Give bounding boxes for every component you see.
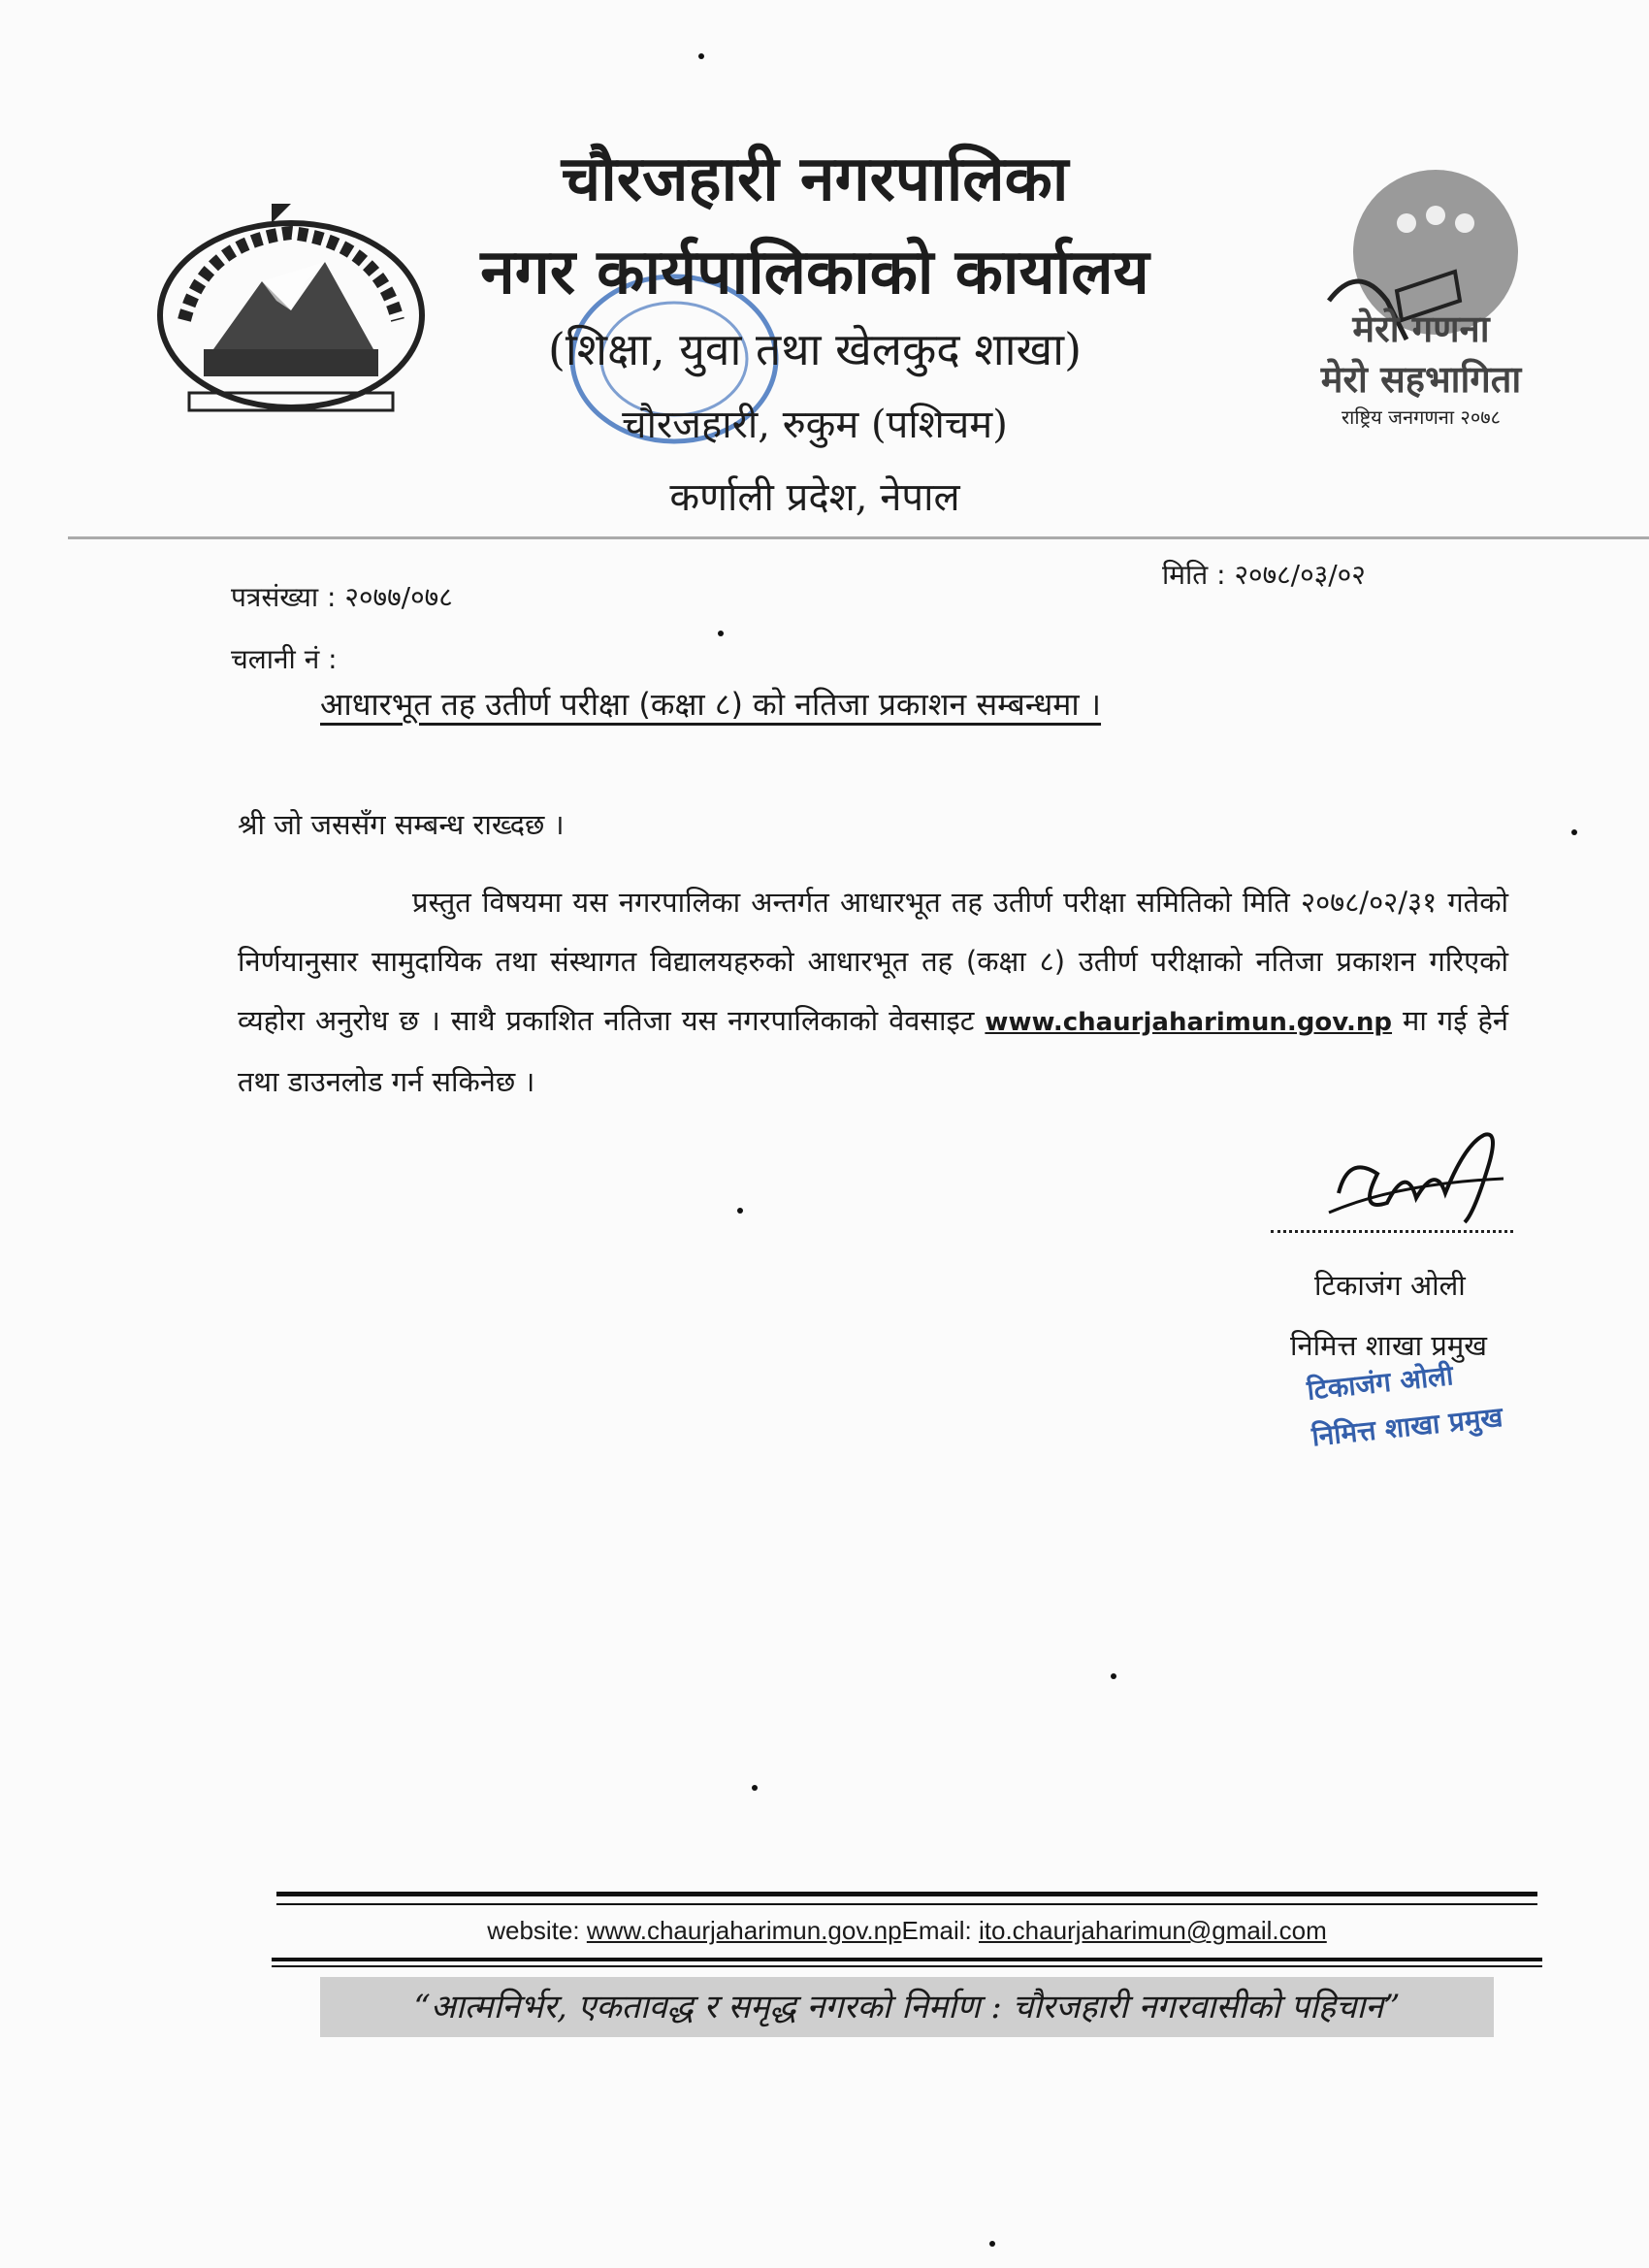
header-address: चौरजहारी, रुकुम (पशिचम): [622, 403, 1008, 447]
header-province: कर्णाली प्रदेश, नेपाल: [669, 475, 960, 520]
footer-rule-top-thin: [276, 1903, 1537, 1905]
body-text-2: मा गई हेर्न तथा डाउनलोड गर्न सकिनेछ ।: [238, 1004, 1508, 1098]
stamp-name: टिकाजंग ओली: [1305, 1359, 1455, 1407]
census-logo-line2: मेरो सहभागिता: [1320, 357, 1522, 401]
website-label: website:: [487, 1916, 587, 1945]
census-logo-text: [1305, 303, 1537, 430]
census-logo-line1: मेरो गणना: [1352, 307, 1490, 350]
footer-rule-bottom: [272, 1958, 1542, 1961]
census-logo-line3: राष्ट्रिय जनगणना २०७८: [1341, 405, 1502, 429]
letter-body: [238, 873, 1508, 1112]
footer-email-link[interactable]: ito.chaurjaharimun@gmail.com: [979, 1916, 1327, 1945]
header-divider: [68, 536, 1649, 539]
scan-speck: [752, 1785, 758, 1791]
scan-speck: [989, 2241, 995, 2247]
email-label: Email:: [901, 1916, 979, 1945]
dispatch-number: चलानी नं :: [231, 643, 338, 675]
scan-speck: [1571, 829, 1577, 835]
letter-salutation: श्री जो जससँग सम्बन्ध राख्दछ ।: [238, 808, 565, 841]
reference-number: पत्रसंख्या : २०७७/०७८: [231, 581, 453, 613]
scan-speck: [718, 631, 724, 636]
handwritten-signature-icon: [1319, 1125, 1513, 1232]
footer-motto: “आत्मनिर्भर, एकतावद्ध र समृद्ध नगरको निर्माण : चौरजहारी नगरवासीको पहिचान”: [320, 1977, 1494, 2037]
header-branch: (शिक्षा, युवा तथा खेलकुद शाखा): [547, 323, 1083, 375]
scan-speck: [737, 1208, 743, 1214]
footer-website-link[interactable]: www.chaurjaharimun.gov.np: [586, 1916, 902, 1945]
website-link[interactable]: www.chaurjaharimun.gov.np: [985, 1008, 1393, 1037]
scan-speck: [698, 53, 704, 59]
body-text-1: प्रस्तुत विषयमा यस नगरपालिका अन्तर्गत आधारभूत तह उतीर्ण परीक्षा समितिको मिति २०७८/०२/३१ गतेको निर्णयानुसार सामुदायिक तथा संस्थागत विद्यालयहरुको आधारभूत तह (कक्षा ८) उतीर्ण परीक्षाको नतिजा प्रकाशन गरिएको व्यहोरा अनुरोध छ । साथै प्रकाशित नतिजा यस नगरपालिकाको वेवसाइट: [238, 886, 1508, 1037]
footer-rule-bottom-thin: [272, 1965, 1542, 1967]
letter-date: मिति : २०७८/०३/०२: [1162, 559, 1366, 591]
letter-subject: आधारभूत तह उतीर्ण परीक्षा (कक्षा ८) को नतिजा प्रकाशन सम्बन्धमा ।: [320, 686, 1102, 723]
header-municipality: चौरजहारी नगरपालिका: [561, 143, 1069, 215]
footer-rule-top: [276, 1892, 1537, 1896]
signature-line: [1271, 1230, 1513, 1233]
header-office: नगर कार्यपालिकाको कार्यालय: [480, 236, 1149, 308]
stamp-title: निमित्त शाखा प्रमुख: [1310, 1401, 1504, 1453]
signatory-title: निमित्त शाखा प्रमुख: [1290, 1329, 1487, 1362]
signatory-name: टिकाजंग ओली: [1314, 1269, 1466, 1302]
scan-speck: [1111, 1673, 1116, 1679]
footer-contact: [276, 1916, 1537, 1946]
